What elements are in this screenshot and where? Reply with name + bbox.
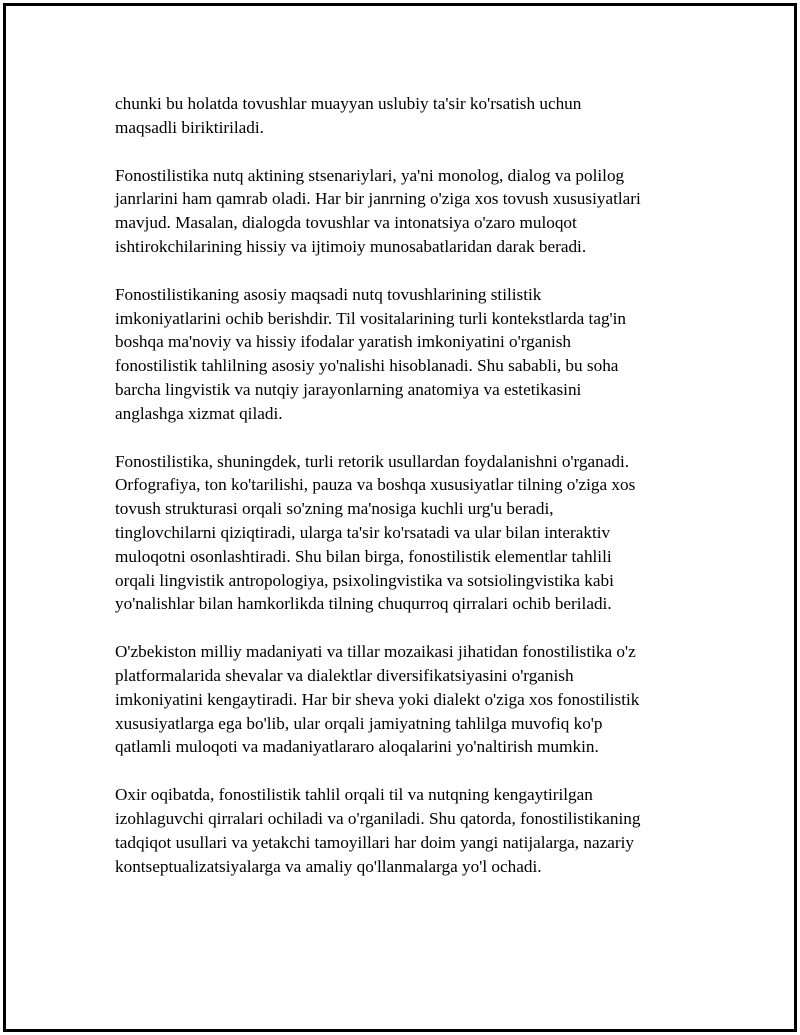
paragraph-4: Fonostilistika, shuningdek, turli retorik usullardan foydalanishni o'rganadi. Orfografiya, ton ko'tarilishi, pauza va boshqa xususiyatlar tilning o'ziga xos tovush strukturasi orqali so'zning ma'nosiga kuchli urg'u beradi, tinglovchilarni qiziqtiradi, ularga ta'sir ko'rsatadi va ular bilan interaktiv muloqotni osonlashtiradi. Shu bilan birga, fonostilistik elementlar tahlili orqali lingvistik antropologiya, psixolingvistika va sotsiolingvistika kabi yo'nalishlar bilan hamkorlikda tilning chuqurroq qirralari ochib beriladi. <box>115 451 636 614</box>
paragraph-1: chunki bu holatda tovushlar muayyan uslubiy ta'sir ko'rsatish uchun maqsadli biriktiriladi. <box>115 94 582 137</box>
paragraph-5: O'zbekiston milliy madaniyati va tillar mozaikasi jihatidan fonostilistika o'z platformalarida shevalar va dialektlar diversifikatsiyasini o'rganish imkoniyatini kengaytiradi. Har bir sheva yoki dialekt o'ziga xos fonostilistik xususiyatlarga ega bo'lib, ular orqali jamiyatning tahlilga muvofiq ko'p qatlamli muloqoti va madaniyatlararo aloqalarini yo'naltirish mumkin. <box>115 642 640 757</box>
document-body <box>115 92 695 902</box>
paragraph-6: Oxir oqibatda, fonostilistik tahlil orqali til va nutqning kengaytirilgan izohlaguvchi qirralari ochiladi va o'rganiladi. Shu qatorda, fonostilistikaning tadqiqot usullari va yetakchi tamoyillari har doim yangi natijalarga, nazariy kontseptualizatsiyalarga va amaliy qo'llanmalarga yo'l ochadi. <box>115 785 641 876</box>
paragraph-2: Fonostilistika nutq aktining stsenariylari, ya'ni monolog, dialog va polilog janrlarini ham qamrab oladi. Har bir janrning o'ziga xos tovush xususiyatlari mavjud. Masalan, dialogda tovushlar va intonatsiya o'zaro muloqot ishtirokchilarining hissiy va ijtimoiy munosabatlaridan darak beradi. <box>115 165 641 256</box>
paragraph-3: Fonostilistikaning asosiy maqsadi nutq tovushlarining stilistik imkoniyatlarini ochib berishdir. Til vositalarining turli kontekstlarda tag'in boshqa ma'noviy va hissiy ifodalar yaratish imkoniyatini o'rganish fonostilistik tahlilning asosiy yo'nalishi hisoblanadi. Shu sababli, bu soha barcha lingvistik va nutqiy jarayonlarning anatomiya va estetikasini anglashga xizmat qiladi. <box>115 284 627 423</box>
